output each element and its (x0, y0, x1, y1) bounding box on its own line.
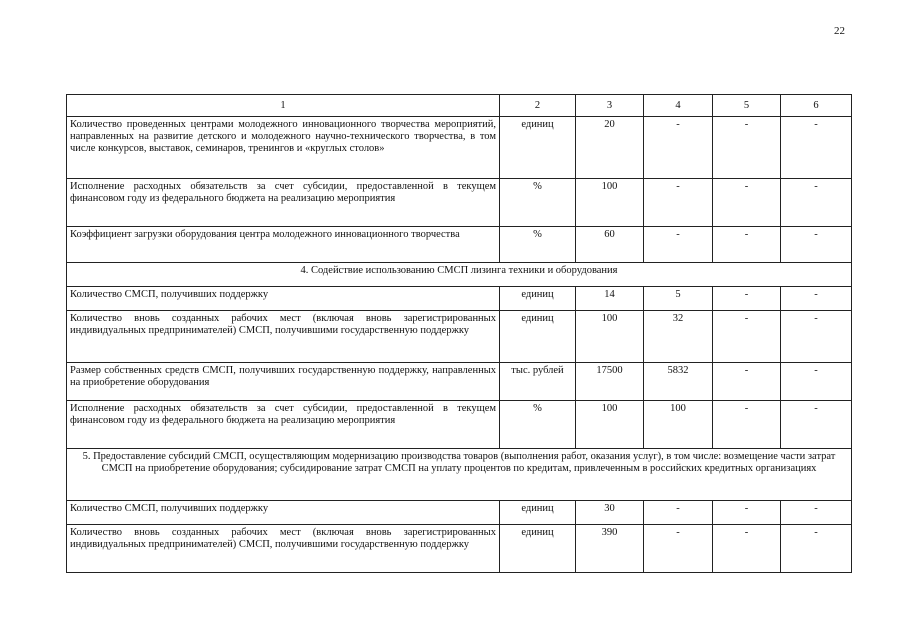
unit-cell: единиц (500, 525, 576, 573)
unit-cell: % (500, 227, 576, 263)
value-cell: - (781, 525, 852, 573)
value-cell: - (713, 501, 781, 525)
value-cell: - (781, 311, 852, 363)
value-cell: - (713, 227, 781, 263)
value-cell: - (781, 179, 852, 227)
value-cell: - (644, 525, 713, 573)
value-cell: - (713, 117, 781, 179)
value-cell: 32 (644, 311, 713, 363)
column-header: 4 (644, 95, 713, 117)
value-cell: - (644, 179, 713, 227)
indicator-name: Исполнение расходных обязательств за счет субсидии, предоставленной в текущем финансовом году из федерального бюджета на реализацию мероприятия (67, 179, 500, 227)
unit-cell: единиц (500, 287, 576, 311)
value-cell: 17500 (576, 363, 644, 401)
value-cell: - (781, 363, 852, 401)
indicator-name: Количество вновь созданных рабочих мест (включая вновь зарегистрированных индивидуальных предпринимателей) СМСП, получившими государственную поддержку (67, 525, 500, 573)
value-cell: 30 (576, 501, 644, 525)
column-header: 3 (576, 95, 644, 117)
indicators-table (66, 94, 852, 573)
column-header: 6 (781, 95, 852, 117)
value-cell: 14 (576, 287, 644, 311)
section-row (67, 263, 852, 287)
unit-cell: % (500, 179, 576, 227)
value-cell: 100 (576, 401, 644, 449)
indicator-name: Количество вновь созданных рабочих мест (включая вновь зарегистрированных индивидуальных предпринимателей) СМСП, получившими государственную поддержку (67, 311, 500, 363)
indicator-name: Количество СМСП, получивших поддержку (67, 287, 500, 311)
section-title: 5. Предоставление субсидий СМСП, осуществляющим модернизацию производства товаров (выполнения работ, оказания услуг), в том числе: возмещение части затрат СМСП на приобретение оборудования; субсидирование затрат СМСП на уплату процентов по кредитам, привлеченным в российских кредитных организациях (67, 449, 852, 501)
value-cell: 100 (576, 311, 644, 363)
value-cell: - (781, 501, 852, 525)
value-cell: - (644, 501, 713, 525)
unit-cell: тыс. рублей (500, 363, 576, 401)
value-cell: 100 (576, 179, 644, 227)
table-row (67, 227, 852, 263)
table-row (67, 287, 852, 311)
value-cell: 390 (576, 525, 644, 573)
value-cell: - (781, 227, 852, 263)
value-cell: - (644, 227, 713, 263)
value-cell: - (713, 179, 781, 227)
column-header: 2 (500, 95, 576, 117)
table-row (67, 311, 852, 363)
value-cell: - (713, 363, 781, 401)
table-row (67, 525, 852, 573)
value-cell: - (781, 117, 852, 179)
unit-cell: единиц (500, 501, 576, 525)
table-header-row (67, 95, 852, 117)
value-cell: - (644, 117, 713, 179)
value-cell: 100 (644, 401, 713, 449)
value-cell: - (781, 287, 852, 311)
value-cell: - (713, 311, 781, 363)
table-row (67, 179, 852, 227)
page-number: 22 (834, 25, 845, 37)
value-cell: 60 (576, 227, 644, 263)
section-row (67, 449, 852, 501)
column-header: 1 (67, 95, 500, 117)
indicator-name: Коэффициент загрузки оборудования центра молодежного инновационного творчества (67, 227, 500, 263)
indicator-name: Исполнение расходных обязательств за счет субсидии, предоставленной в текущем финансовом году из федерального бюджета на реализацию мероприятия (67, 401, 500, 449)
unit-cell: единиц (500, 117, 576, 179)
value-cell: - (713, 287, 781, 311)
value-cell: - (713, 525, 781, 573)
value-cell: 5 (644, 287, 713, 311)
value-cell: - (781, 401, 852, 449)
column-header: 5 (713, 95, 781, 117)
value-cell: 20 (576, 117, 644, 179)
indicator-name: Размер собственных средств СМСП, получивших государственную поддержку, направленных на приобретение оборудования (67, 363, 500, 401)
unit-cell: % (500, 401, 576, 449)
table-row (67, 117, 852, 179)
table-row (67, 501, 852, 525)
section-title: 4. Содействие использованию СМСП лизинга техники и оборудования (67, 263, 852, 287)
table-row (67, 401, 852, 449)
indicator-name: Количество проведенных центрами молодежного инновационного творчества мероприятий, направленных на развитие детского и молодежного научно-технического творчества, в том числе конкурсов, выставок, семинаров, тренингов и «круглых столов» (67, 117, 500, 179)
value-cell: - (713, 401, 781, 449)
indicator-name: Количество СМСП, получивших поддержку (67, 501, 500, 525)
value-cell: 5832 (644, 363, 713, 401)
unit-cell: единиц (500, 311, 576, 363)
table-row (67, 363, 852, 401)
